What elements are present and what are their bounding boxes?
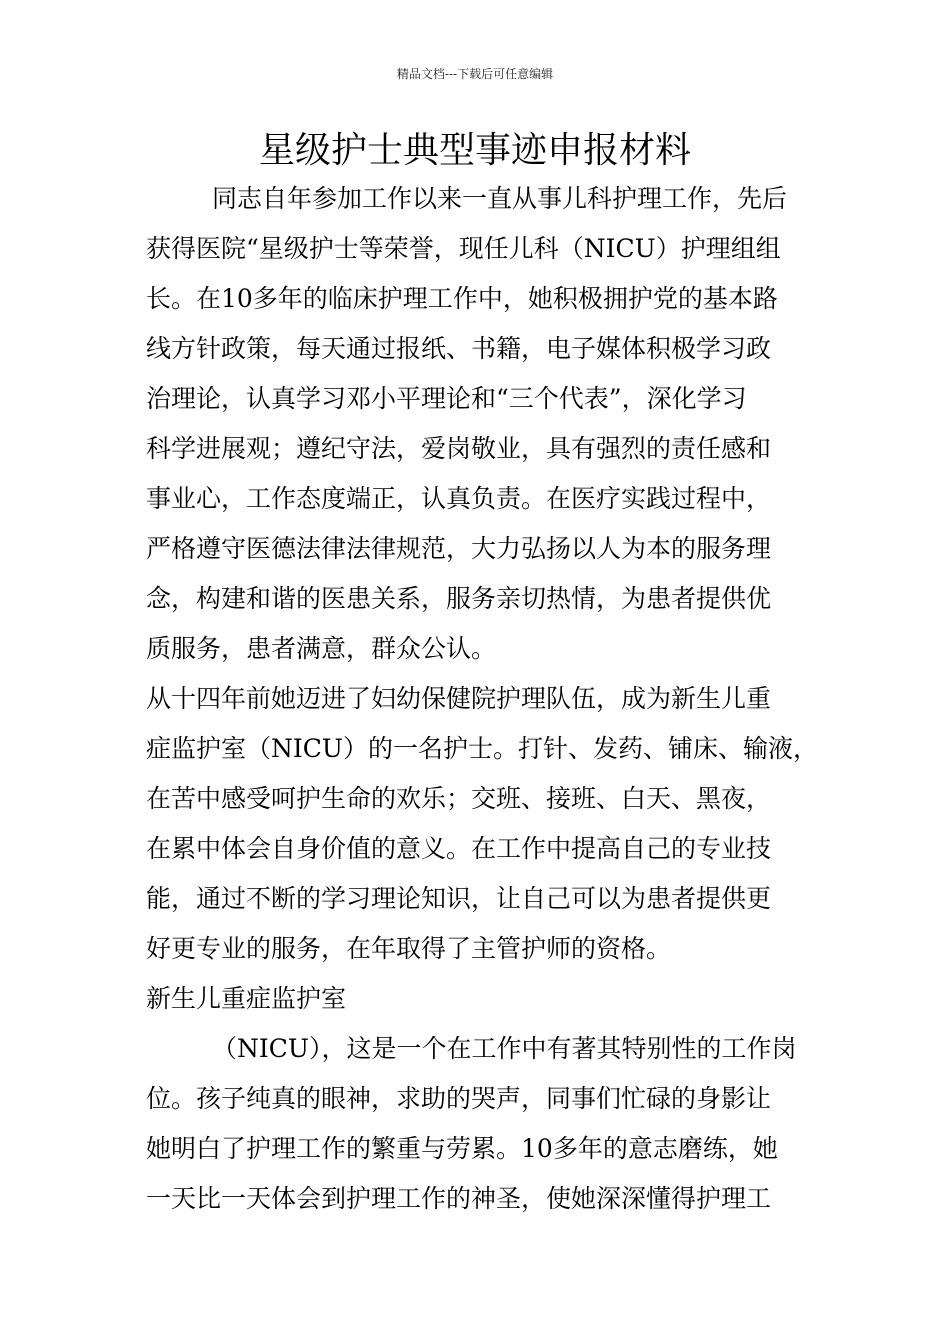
body-line: 质服务，患者满意，群众公认。 (146, 634, 497, 663)
body-line: 获得医院“星级护士等荣誉，现任儿科（NICU）护理组组 (146, 234, 781, 263)
body-line: 从十四年前她迈进了妇幼保健院护理队伍，成为新生儿重 (146, 684, 772, 713)
body-line: 能，通过不断的学习理论知识，让自己可以为患者提供更 (146, 884, 772, 913)
document-body (146, 174, 822, 1224)
body-line: 她明白了护理工作的繁重与劳累。10多年的意志磨练，她 (146, 1134, 778, 1163)
body-line: 严格遵守医德法律法律规范，大力弘扬以人为本的服务理 (146, 534, 772, 563)
body-line: 念，构建和谐的医患关系，服务亲切热情，为患者提供优 (146, 584, 772, 613)
body-line: 好更专业的服务，在年取得了主管护师的资格。 (146, 934, 672, 963)
body-line: 症监护室（NICU）的一名护士。打针、发药、铺床、输液， (146, 734, 818, 763)
body-line: 事业心，工作态度端正，认真负责。在医疗实践过程中， (146, 484, 772, 513)
body-line: 长。在10多年的临床护理工作中，她积极拥护党的基本路 (146, 284, 778, 313)
body-line: 治理论，认真学习邓小平理论和“三个代表”，深化学习 (146, 384, 747, 413)
document-title: 星级护士典型事迹申报材料 (258, 130, 691, 171)
body-line: 位。孩子纯真的眼神，求助的哭声，同事们忙碌的身影让 (146, 1084, 772, 1113)
body-line: 科学进展观；遵纪守法，爱岗敬业，具有强烈的责任感和 (146, 434, 772, 463)
body-line: 一天比一天体会到护理工作的神圣，使她深深懂得护理工 (146, 1184, 772, 1213)
body-line: 在苦中感受呵护生命的欢乐；交班、接班、白天、黑夜， (146, 784, 772, 813)
body-line: （NICU），这是一个在工作中有著其特别性的工作岗 (212, 1034, 797, 1063)
page-header: 精品文档---下载后可任意编辑 (396, 67, 554, 81)
body-line: 线方针政策，每天通过报纸、书籍，电子媒体积极学习政 (146, 334, 772, 363)
body-line: 在累中体会自身价值的意义。在工作中提高自己的专业技 (146, 834, 772, 863)
body-line: 同志自年参加工作以来一直从事儿科护理工作，先后 (212, 184, 788, 213)
section-heading: 新生儿重症监护室 (146, 984, 347, 1013)
